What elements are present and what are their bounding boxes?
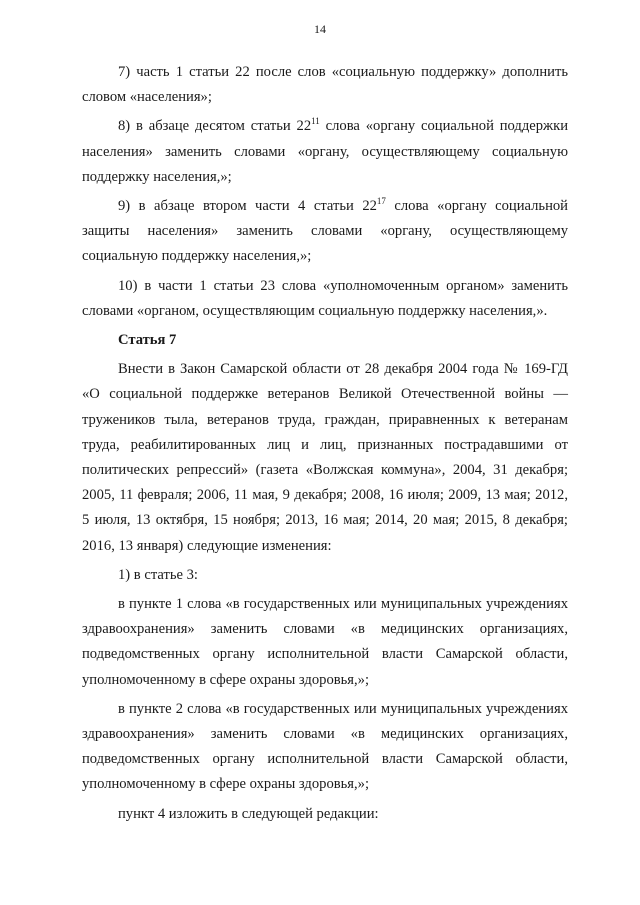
paragraph-point-1: в пункте 1 слова «в государственных или муниципальных учреждениях здравоохранения» заменить словами «в медицинских организациях, подведомственных органу исполнительной власти Самарской области, уполномоченному в сфере охраны здоровья,»;	[82, 596, 568, 688]
paragraph-item-10: 10) в части 1 статьи 23 слова «уполномоченным органом» заменить словами «органом, осуществляющим социальную поддержку населения,».	[82, 277, 568, 319]
paragraph-point-4: пункт 4 изложить в следующей редакции:	[118, 805, 379, 822]
paragraph-item-7: 7) часть 1 статьи 22 после слов «социальную поддержку» дополнить словом «населения»;	[82, 64, 568, 106]
paragraph-point-2: в пункте 2 слова «в государственных или муниципальных учреждениях здравоохранения» заменить словами «в медицинских организациях, подведомственных органу исполнительной власти Самарской области, уполномоченному в сфере охраны здоровья,»;	[82, 700, 568, 793]
paragraph-item-8: 8) в абзаце десятом статьи $22^{11}$ слова «органу социальной поддержки населения» заменить словами «органу, осуществляющему социальную поддержку населения,»;	[82, 116, 569, 185]
paragraph-item-9: 9) в абзаце втором части 4 статьи $22^{17}$ слова «органу социальной защиты населения» заменить словами «органу, осуществляющему социальную поддержку населения,»;	[82, 196, 568, 265]
document-body	[82, 60, 568, 831]
article-heading: Статья 7	[118, 332, 177, 349]
page-number: 14	[314, 22, 326, 36]
paragraph-article-3: 1) в статье 3:	[118, 566, 198, 583]
paragraph-law-amendment: Внести в Закон Самарской области от 28 декабря 2004 года № 169-ГД «О социальной поддержке ветеранов Великой Отечественной войны — тружеников тыла, ветеранов труда, граждан, приравненных к ветеранам труда, реабилитированных лиц и лиц, признанных пострадавшими от политических репрессий» (газета «Волжская коммуна», 2004, 31 декабря; 2005, 11 февраля; 2006, 11 мая, 9 декабря; 2008, 16 июля; 2009, 13 мая; 2012, 5 июля, 13 октября, 15 ноября; 2013, 16 мая; 2014, 20 мая; 2015, 8 декабря; 2016, 13 января) следующие изменения:	[82, 361, 568, 554]
